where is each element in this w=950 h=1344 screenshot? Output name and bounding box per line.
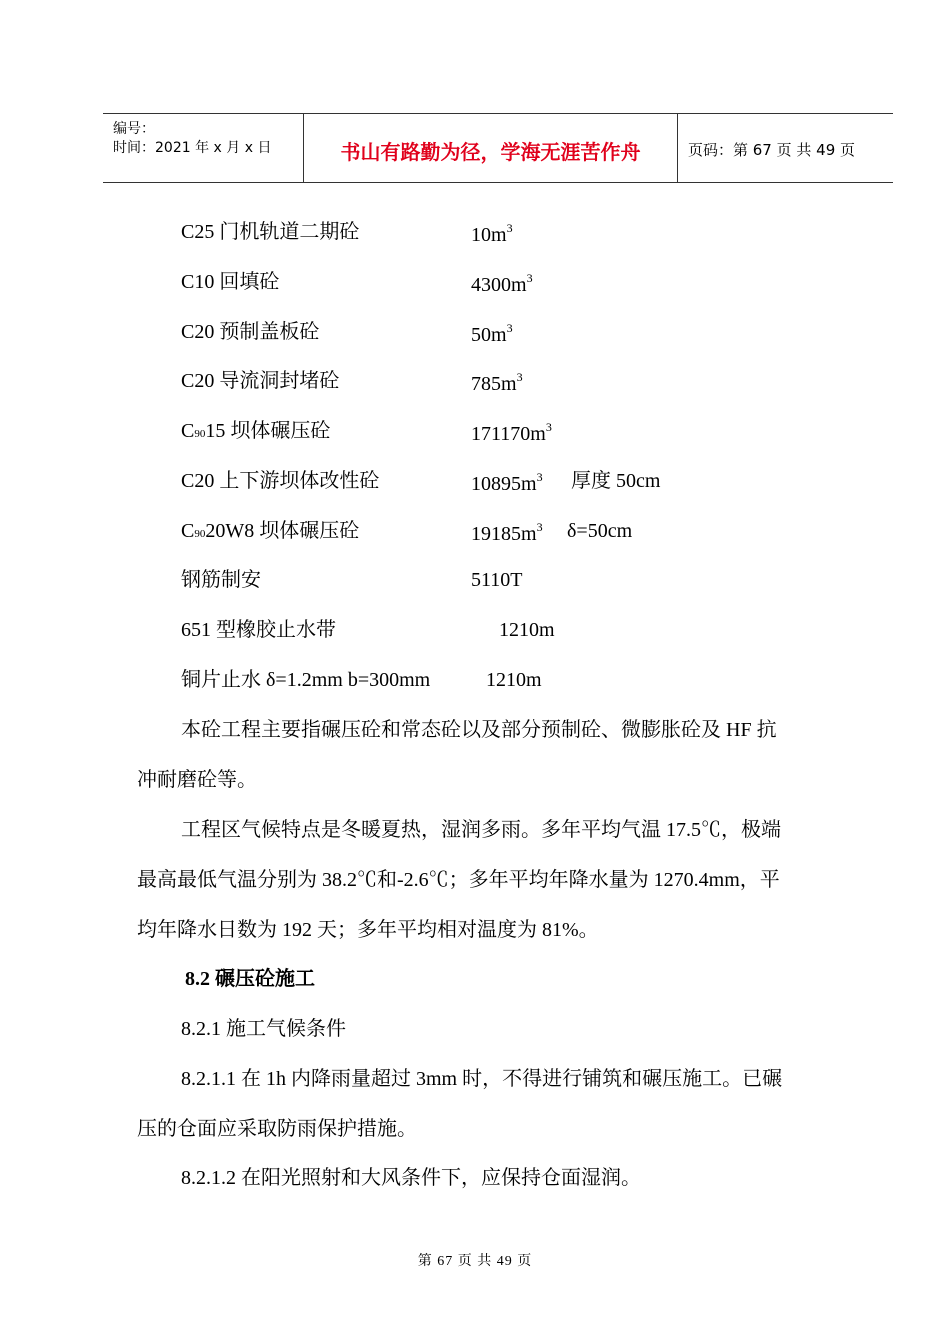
item-name: C9020W8 坝体碾压砼 [181, 520, 360, 542]
header-center-cell [304, 114, 678, 182]
paragraph-line: 8.2.1.1 在 1h 内降雨量超过 3mm 时，不得进行铺筑和碾压施工。已碾 [181, 1068, 783, 1090]
item-qty: $50m^3$ [471, 321, 513, 346]
header-table [103, 113, 893, 183]
document-date: 时间：2021 年 x 月 x 日 [113, 140, 272, 156]
paragraph-line: 8.2.1.2 在阳光照射和大风条件下，应保持仓面湿润。 [181, 1167, 641, 1189]
paragraph-line: 本砼工程主要指碾压砼和常态砼以及部分预制砼、微膨胀砼及 HF 抗 [181, 719, 777, 741]
item-qty: $10895m^3$ [471, 470, 543, 495]
item-qty: $785m^3$ [471, 370, 523, 395]
item-name: C20 导流洞封堵砼 [181, 370, 340, 392]
paragraph-line: 均年降水日数为 192 天；多年平均相对温度为 81%。 [137, 919, 599, 941]
item-qty: $19185m^3$ [471, 520, 543, 545]
document-number-label: 编号： [113, 121, 155, 137]
section-heading: 8.2 碾压砼施工 [185, 968, 315, 990]
item-qty: 1210m [499, 619, 555, 641]
header-left-cell [103, 114, 304, 182]
item-name: C9015 坝体碾压砼 [181, 420, 331, 442]
item-name: 铜片止水 δ=1.2mm b=300mm [181, 669, 431, 691]
header-motto: 书山有路勤为径，学海无涯苦作舟 [340, 140, 641, 164]
item-name: C20 上下游坝体改性砼 [181, 470, 380, 492]
page-footer: 第 67 页 共 49 页 [417, 1254, 533, 1269]
item-name: 钢筋制安 [181, 569, 261, 591]
item-name: C10 回填砼 [181, 271, 280, 293]
header-page-info: 页码：第 67 页 共 49 页 [688, 141, 856, 159]
paragraph-line: 压的仓面应采取防雨保护措施。 [137, 1118, 417, 1140]
item-extra: 厚度 50cm [571, 470, 661, 492]
subsection-heading: 8.2.1 施工气候条件 [181, 1018, 346, 1040]
paragraph-line: 最高最低气温分别为 38.2℃和-2.6℃；多年平均年降水量为 1270.4mm，平 [137, 869, 780, 891]
item-qty: $4300m^3$ [471, 271, 533, 296]
item-qty: 1210m [486, 669, 542, 691]
item-qty: $10m^3$ [471, 221, 513, 246]
item-name: 651 型橡胶止水带 [181, 619, 336, 641]
item-extra: δ=50cm [567, 520, 633, 542]
item-name: C25 门机轨道二期砼 [181, 221, 360, 243]
item-name: C20 预制盖板砼 [181, 321, 320, 343]
header-right-cell [678, 114, 893, 182]
item-qty: 5110T [471, 569, 523, 591]
paragraph-line: 工程区气候特点是冬暖夏热，湿润多雨。多年平均气温 17.5℃，极端 [181, 819, 781, 841]
paragraph-line: 冲耐磨砼等。 [137, 769, 257, 791]
item-qty: $171170m^3$ [471, 420, 552, 445]
